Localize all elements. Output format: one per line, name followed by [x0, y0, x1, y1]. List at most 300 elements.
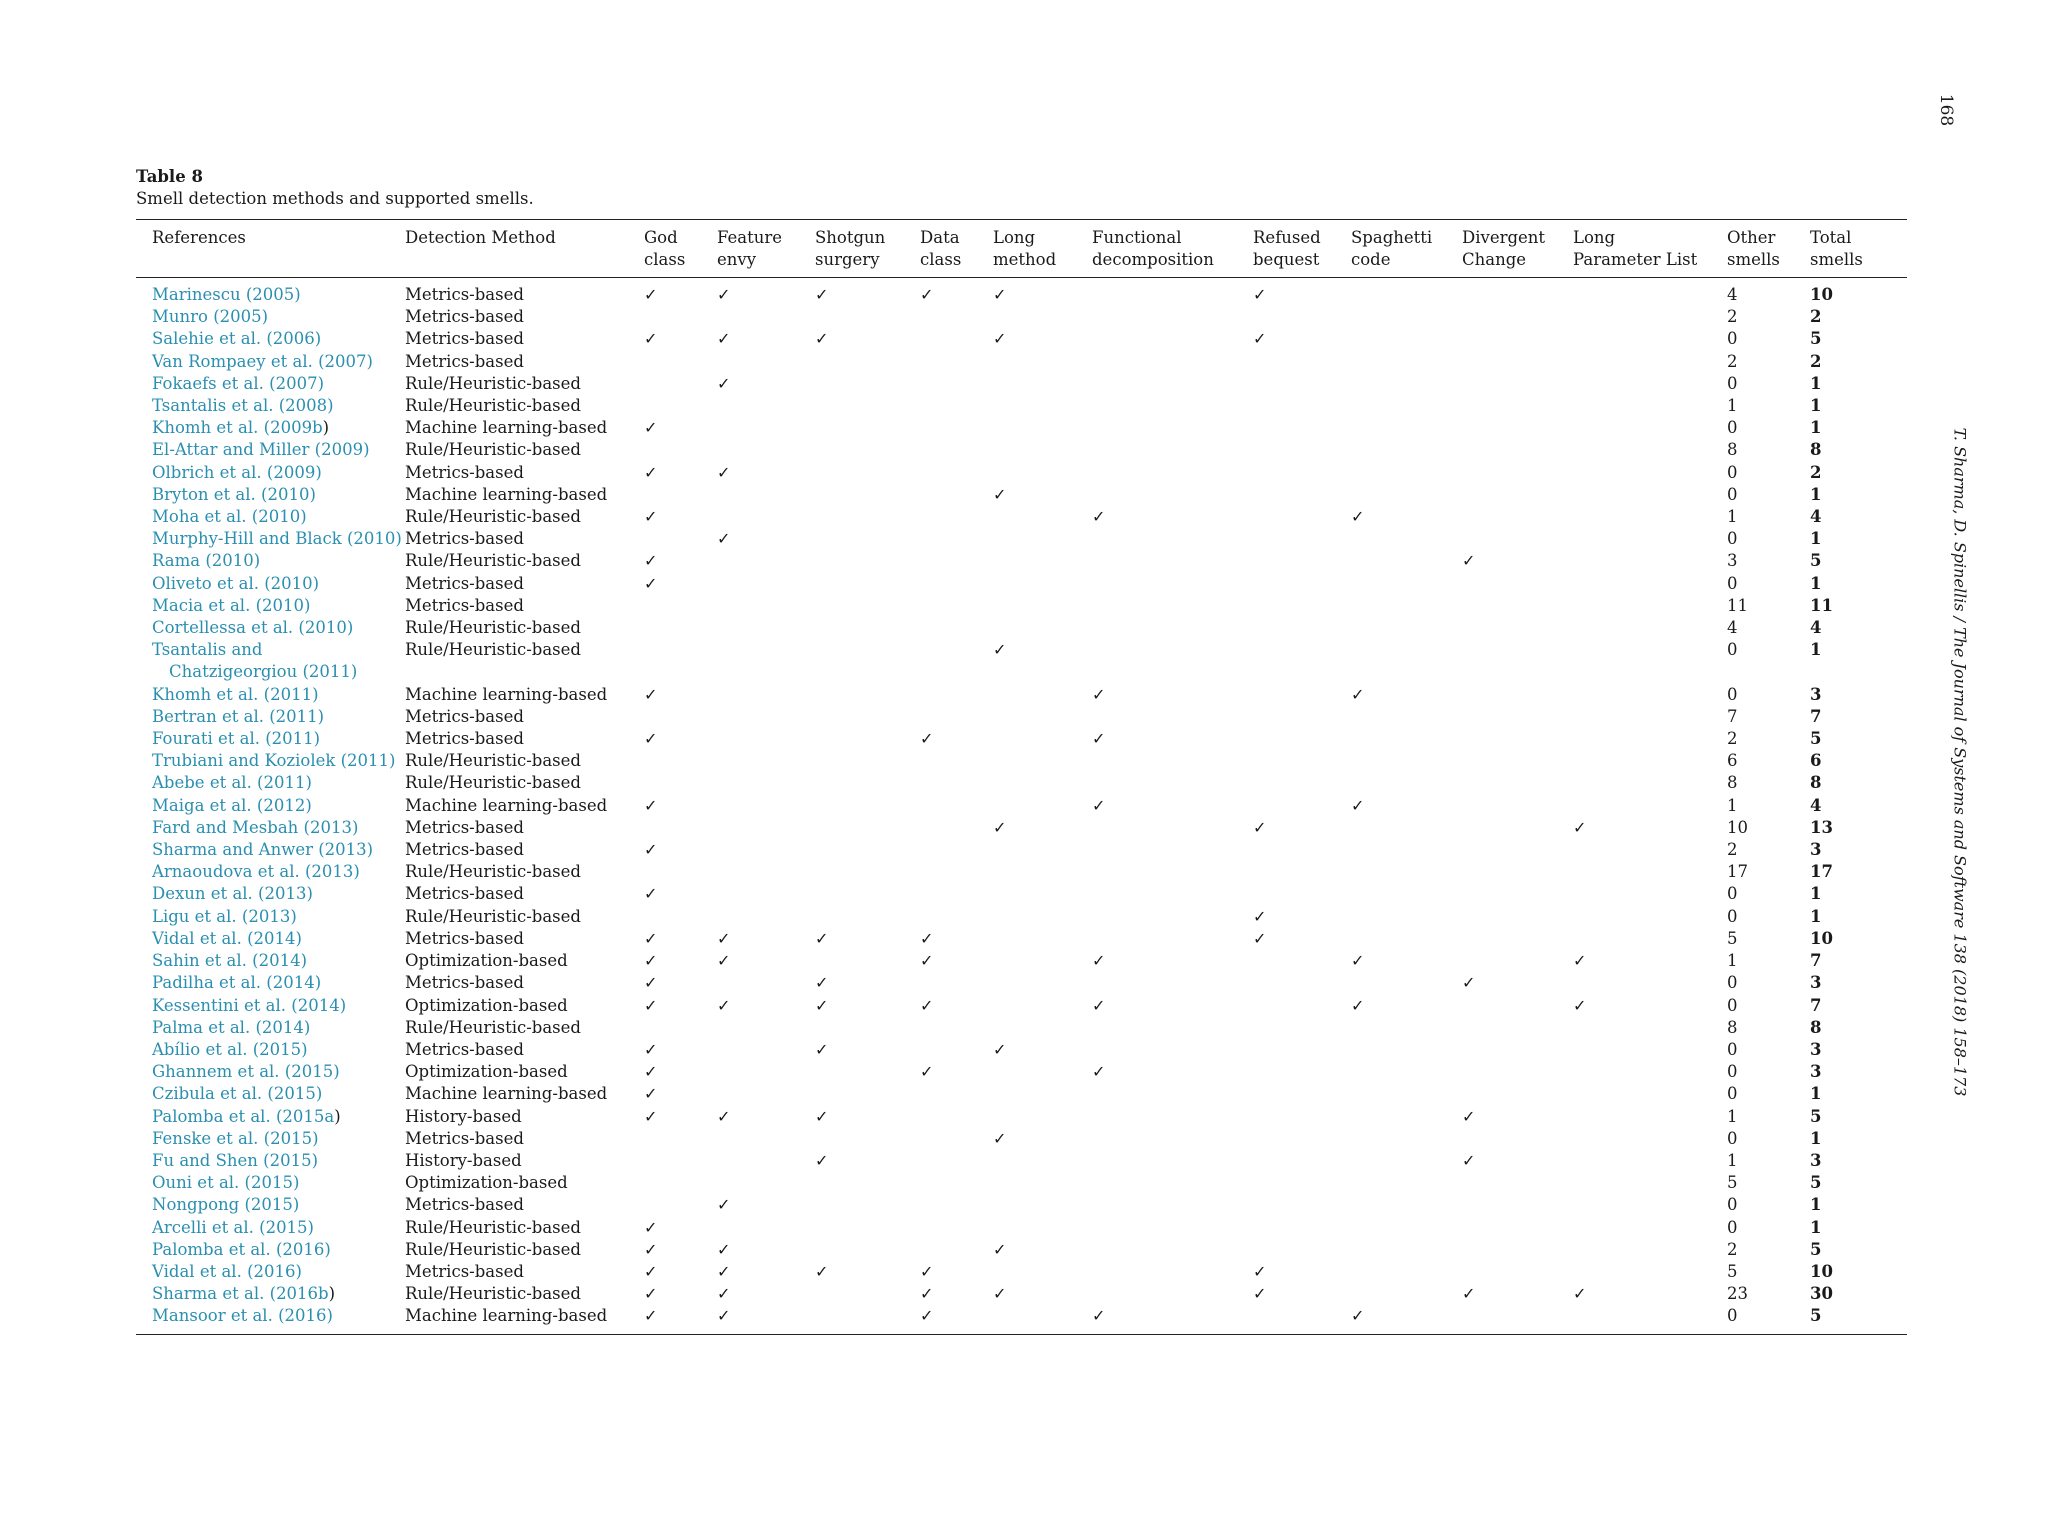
other-smells-cell: 3 [1727, 551, 1738, 571]
reference-cell [136, 1305, 405, 1334]
smell-check-cell [717, 795, 815, 817]
reference-cell [136, 839, 405, 861]
smell-check-cell [1351, 1083, 1462, 1105]
smell-check-cell: ✓ [815, 928, 829, 948]
smell-check-cell [815, 506, 920, 528]
smell-check-cell: ✓ [993, 640, 1007, 660]
smell-check-cell: ✓ [717, 1284, 731, 1304]
detection-method-cell: Machine learning-based [405, 418, 608, 438]
table-row [136, 373, 1907, 395]
smell-check-cell [1573, 617, 1727, 639]
reference-link[interactable]: Khomh et al. (2009b) [152, 418, 330, 438]
smell-check-cell: ✓ [1573, 817, 1587, 837]
other-smells-cell: 2 [1727, 351, 1738, 371]
smell-check-cell: ✓ [644, 1062, 658, 1082]
detection-method-cell: Metrics-based [405, 329, 524, 349]
smell-check-cell [993, 883, 1092, 905]
smell-check-cell [920, 550, 993, 572]
smell-detection-table-container [136, 219, 1907, 1335]
total-smells-cell: 13 [1810, 817, 1833, 837]
smell-check-cell [1573, 1194, 1727, 1216]
smell-check-cell [717, 706, 815, 728]
smell-check-cell [993, 684, 1092, 706]
reference-link[interactable]: Dexun et al. (2013) [152, 884, 313, 904]
reference-cell [136, 1194, 405, 1216]
smell-check-cell [1462, 1217, 1573, 1239]
smell-check-cell [644, 617, 717, 639]
smell-check-cell: ✓ [815, 285, 829, 304]
running-head-text: T. Sharma, D. Spinellis / The Journal of Systems and Software 138 (2018) 158–173 [1950, 427, 1970, 1097]
table-header-row [136, 220, 1907, 278]
smell-check-cell [1351, 573, 1462, 595]
other-smells-cell: 1 [1727, 396, 1738, 416]
reference-link[interactable]: Macia et al. (2010) [152, 595, 311, 615]
smell-check-cell [815, 750, 920, 772]
smell-check-cell [717, 972, 815, 994]
reference-link[interactable]: Marinescu (2005) [152, 285, 301, 304]
smell-check-cell: ✓ [644, 418, 658, 438]
reference-link[interactable]: Nongpong (2015) [152, 1195, 300, 1215]
smell-check-cell [1351, 1128, 1462, 1150]
other-smells-cell: 2 [1727, 1239, 1738, 1259]
reference-link[interactable]: Ghannem et al. (2015) [152, 1062, 340, 1082]
total-smells-cell: 5 [1810, 1173, 1822, 1193]
reference-link[interactable]: Ouni et al. (2015) [152, 1173, 300, 1193]
reference-link[interactable]: Fard and Mesbah (2013) [152, 817, 359, 837]
smell-check-cell [1253, 950, 1351, 972]
detection-method-cell: Rule/Heuristic-based [405, 507, 581, 527]
other-smells-cell: 8 [1727, 1017, 1738, 1037]
smell-check-cell [1462, 906, 1573, 928]
table-row [136, 772, 1907, 794]
table-row [136, 639, 1907, 683]
smell-check-cell [1351, 750, 1462, 772]
other-smells-cell: 11 [1727, 595, 1748, 615]
smell-check-cell [1462, 883, 1573, 905]
smell-check-cell: ✓ [1253, 817, 1267, 837]
reference-cell [136, 1261, 405, 1283]
reference-link[interactable]: Ligu et al. (2013) [152, 906, 297, 926]
smell-check-cell [1092, 861, 1253, 883]
smell-check-cell [1351, 1150, 1462, 1172]
smell-check-cell [993, 351, 1092, 373]
smell-check-cell [920, 1194, 993, 1216]
reference-link[interactable]: Olbrich et al. (2009) [152, 462, 322, 482]
smell-check-cell: ✓ [920, 1062, 934, 1082]
smell-check-cell [1462, 439, 1573, 461]
smell-check-cell [920, 395, 993, 417]
smell-check-cell [1351, 528, 1462, 550]
smell-check-cell [644, 706, 717, 728]
table-row [136, 706, 1907, 728]
smell-check-cell: ✓ [644, 995, 658, 1015]
total-smells-cell: 8 [1810, 440, 1822, 460]
smell-check-cell [1253, 1017, 1351, 1039]
smell-check-cell [1092, 772, 1253, 794]
smell-check-cell [993, 950, 1092, 972]
reference-link[interactable]: Tsantalis et al. (2008) [152, 396, 334, 416]
reference-cell [136, 1283, 405, 1305]
table-row [136, 928, 1907, 950]
smell-check-cell [993, 550, 1092, 572]
smell-check-cell: ✓ [644, 884, 658, 904]
reference-link[interactable]: Salehie et al. (2006) [152, 329, 322, 349]
smell-check-cell [920, 772, 993, 794]
smell-check-cell [1253, 617, 1351, 639]
table-caption-text: Smell detection methods and supported smells. [136, 189, 534, 208]
detection-method-cell: Metrics-based [405, 529, 524, 549]
smell-check-cell: ✓ [993, 817, 1007, 837]
smell-check-cell [1462, 573, 1573, 595]
smell-check-cell [1253, 1217, 1351, 1239]
other-smells-cell: 5 [1727, 1173, 1738, 1193]
total-smells-cell: 4 [1810, 795, 1822, 815]
smell-check-cell [815, 861, 920, 883]
reference-cell [136, 306, 405, 328]
smell-check-cell [1573, 278, 1727, 307]
smell-check-cell [993, 728, 1092, 750]
other-smells-cell: 0 [1727, 684, 1738, 704]
smell-check-cell [1092, 1239, 1253, 1261]
reference-tail: ) [322, 418, 330, 438]
table-row [136, 1217, 1907, 1239]
total-smells-cell: 1 [1810, 1217, 1822, 1237]
smell-check-cell [1351, 861, 1462, 883]
reference-link[interactable]: El-Attar and Miller (2009) [152, 440, 370, 460]
reference-link[interactable]: Cortellessa et al. (2010) [152, 618, 354, 638]
smell-check-cell [1462, 995, 1573, 1017]
smell-check-cell [717, 1017, 815, 1039]
table-row [136, 278, 1907, 307]
smell-check-cell [644, 373, 717, 395]
smell-check-cell: ✓ [644, 795, 658, 815]
smell-check-cell [644, 1194, 717, 1216]
total-smells-cell: 7 [1810, 995, 1822, 1015]
other-smells-cell: 0 [1727, 329, 1738, 349]
smell-check-cell [1462, 1039, 1573, 1061]
smell-check-cell [1573, 1217, 1727, 1239]
reference-link[interactable]: Arnaoudova et al. (2013) [152, 862, 360, 882]
smell-check-cell [993, 1261, 1092, 1283]
detection-method-cell: Rule/Heuristic-based [405, 1284, 581, 1304]
reference-link[interactable]: Oliveto et al. (2010) [152, 573, 320, 593]
detection-method-cell: Metrics-based [405, 462, 524, 482]
total-smells-cell: 7 [1810, 706, 1822, 726]
reference-link[interactable]: Vidal et al. (2016) [152, 1261, 302, 1281]
smell-check-cell [1462, 1305, 1573, 1334]
smell-check-cell: ✓ [920, 1261, 934, 1281]
smell-check-cell [815, 617, 920, 639]
detection-method-cell: Rule/Heuristic-based [405, 373, 581, 393]
smell-check-cell [717, 839, 815, 861]
smell-check-cell [1351, 1061, 1462, 1083]
smell-check-cell [717, 684, 815, 706]
smell-check-cell: ✓ [1462, 973, 1476, 993]
smell-check-cell: ✓ [717, 462, 731, 482]
smell-check-cell [920, 462, 993, 484]
reference-link[interactable]: Kessentini et al. (2014) [152, 995, 347, 1015]
smell-check-cell [1092, 1172, 1253, 1194]
total-smells-cell: 8 [1810, 1017, 1822, 1037]
reference-link[interactable]: Van Rompaey et al. (2007) [152, 351, 373, 371]
reference-cell [136, 1239, 405, 1261]
smell-check-cell [920, 639, 993, 683]
smell-check-cell [1351, 373, 1462, 395]
smell-check-cell [815, 1283, 920, 1305]
smell-check-cell [1462, 1261, 1573, 1283]
reference-link[interactable]: Moha et al. (2010) [152, 507, 307, 527]
smell-check-cell [993, 573, 1092, 595]
reference-link[interactable]: Fenske et al. (2015) [152, 1128, 319, 1148]
smell-check-cell: ✓ [717, 373, 731, 393]
smell-check-cell [815, 373, 920, 395]
total-smells-cell: 1 [1810, 1195, 1822, 1215]
reference-cell [136, 351, 405, 373]
smell-check-cell [1253, 728, 1351, 750]
column-header: God class [644, 220, 717, 278]
table-row [136, 906, 1907, 928]
smell-check-cell [993, 1017, 1092, 1039]
smell-check-cell [644, 772, 717, 794]
smell-check-cell [1573, 883, 1727, 905]
smell-check-cell [1351, 595, 1462, 617]
table-row [136, 1150, 1907, 1172]
table-row [136, 1017, 1907, 1039]
smell-check-cell: ✓ [717, 285, 731, 304]
total-smells-cell: 1 [1810, 396, 1822, 416]
smell-check-cell [717, 906, 815, 928]
smell-check-cell [920, 439, 993, 461]
other-smells-cell: 0 [1727, 1062, 1738, 1082]
smell-check-cell [1092, 595, 1253, 617]
smell-check-cell: ✓ [644, 973, 658, 993]
reference-link[interactable]: Padilha et al. (2014) [152, 973, 322, 993]
smell-check-cell: ✓ [815, 973, 829, 993]
smell-check-cell [1253, 883, 1351, 905]
table-row [136, 506, 1907, 528]
detection-method-cell: Metrics-based [405, 307, 524, 327]
smell-check-cell [717, 750, 815, 772]
smell-check-cell: ✓ [993, 484, 1007, 504]
reference-link[interactable]: Palma et al. (2014) [152, 1017, 311, 1037]
smell-check-cell [1253, 395, 1351, 417]
smell-check-cell [920, 1150, 993, 1172]
smell-check-cell [717, 1061, 815, 1083]
total-smells-cell: 3 [1810, 1039, 1822, 1059]
smell-check-cell [1573, 1061, 1727, 1083]
smell-check-cell [717, 595, 815, 617]
smell-check-cell: ✓ [1253, 329, 1267, 349]
smell-check-cell [644, 439, 717, 461]
smell-check-cell: ✓ [1573, 951, 1587, 971]
smell-check-cell [1573, 528, 1727, 550]
table-row [136, 950, 1907, 972]
smell-check-cell [1573, 706, 1727, 728]
smell-check-cell [815, 417, 920, 439]
other-smells-cell: 0 [1727, 462, 1738, 482]
smell-check-cell [1573, 351, 1727, 373]
smell-check-cell [644, 1150, 717, 1172]
reference-cell [136, 684, 405, 706]
total-smells-cell: 2 [1810, 462, 1822, 482]
reference-tail: ) [334, 1106, 341, 1126]
smell-check-cell: ✓ [644, 1039, 658, 1059]
smell-check-cell [1573, 861, 1727, 883]
smell-check-cell: ✓ [717, 529, 731, 549]
smell-check-cell [1092, 573, 1253, 595]
reference-cell [136, 1150, 405, 1172]
smell-check-cell [1573, 928, 1727, 950]
detection-method-cell: Metrics-based [405, 817, 524, 837]
total-smells-cell: 30 [1810, 1284, 1833, 1304]
smell-check-cell [1351, 550, 1462, 572]
smell-check-cell [644, 906, 717, 928]
reference-link[interactable]: Tsantalis and Chatzigeorgiou (2011) [152, 640, 358, 682]
smell-check-cell [1573, 306, 1727, 328]
smell-check-cell [644, 750, 717, 772]
reference-link[interactable]: Rama (2010) [152, 551, 261, 571]
smell-check-cell: ✓ [644, 573, 658, 593]
other-smells-cell: 5 [1727, 1261, 1738, 1281]
reference-link[interactable]: Abebe et al. (2011) [152, 773, 312, 793]
smell-check-cell: ✓ [993, 329, 1007, 349]
smell-check-cell [920, 684, 993, 706]
smell-check-cell [1092, 817, 1253, 839]
reference-cell [136, 506, 405, 528]
smell-check-cell [993, 1083, 1092, 1105]
table-row [136, 550, 1907, 572]
reference-link[interactable]: Maiga et al. (2012) [152, 795, 312, 815]
smell-check-cell [815, 550, 920, 572]
table-row [136, 1083, 1907, 1105]
detection-method-cell: Metrics-based [405, 285, 524, 304]
smell-check-cell [1351, 351, 1462, 373]
reference-cell [136, 928, 405, 950]
smell-check-cell [920, 328, 993, 350]
reference-cell [136, 972, 405, 994]
column-header: Total smells [1810, 220, 1907, 278]
reference-link[interactable]: Mansoor et al. (2016) [152, 1306, 333, 1326]
reference-cell [136, 573, 405, 595]
reference-link[interactable]: Khomh et al. (2011) [152, 684, 319, 704]
table-row [136, 1106, 1907, 1128]
smell-check-cell [1573, 1172, 1727, 1194]
reference-link[interactable]: Fourati et al. (2011) [152, 729, 321, 749]
smell-check-cell [1351, 928, 1462, 950]
smell-check-cell [644, 639, 717, 683]
smell-check-cell: ✓ [644, 1106, 658, 1126]
smell-check-cell: ✓ [1253, 906, 1267, 926]
smell-check-cell [815, 1217, 920, 1239]
smell-check-cell: ✓ [644, 1284, 658, 1304]
other-smells-cell: 8 [1727, 440, 1738, 460]
other-smells-cell: 0 [1727, 373, 1738, 393]
smell-check-cell [920, 351, 993, 373]
reference-link[interactable]: Bertran et al. (2011) [152, 706, 325, 726]
smell-check-cell [1462, 484, 1573, 506]
other-smells-cell: 2 [1727, 307, 1738, 327]
smell-check-cell [1351, 1261, 1462, 1283]
smell-check-cell [993, 772, 1092, 794]
reference-link[interactable]: Bryton et al. (2010) [152, 484, 316, 504]
smell-check-cell [1462, 506, 1573, 528]
smell-check-cell: ✓ [1462, 1284, 1476, 1304]
smell-check-cell [1092, 306, 1253, 328]
reference-link[interactable]: Arcelli et al. (2015) [152, 1217, 314, 1237]
smell-check-cell: ✓ [644, 729, 658, 749]
reference-link[interactable]: Sahin et al. (2014) [152, 951, 308, 971]
smell-check-cell [1351, 972, 1462, 994]
smell-check-cell [1351, 1217, 1462, 1239]
smell-check-cell [1253, 1150, 1351, 1172]
smell-check-cell: ✓ [1351, 507, 1365, 527]
total-smells-cell: 4 [1810, 507, 1822, 527]
smell-check-cell [1092, 373, 1253, 395]
reference-link[interactable]: Trubiani and Koziolek (2011) [152, 751, 396, 771]
reference-link[interactable]: Sharma and Anwer (2013) [152, 840, 374, 860]
smell-check-cell [920, 1239, 993, 1261]
column-header: Spaghetti code [1351, 220, 1462, 278]
smell-check-cell [1253, 750, 1351, 772]
smell-check-cell [815, 528, 920, 550]
smell-check-cell [920, 1039, 993, 1061]
smell-check-cell [1253, 595, 1351, 617]
smell-check-cell: ✓ [993, 1128, 1007, 1148]
reference-link[interactable]: Palomba et al. (2016) [152, 1239, 331, 1259]
other-smells-cell: 0 [1727, 906, 1738, 926]
total-smells-cell: 17 [1810, 862, 1833, 882]
smell-check-cell [644, 306, 717, 328]
smell-check-cell: ✓ [644, 951, 658, 971]
detection-method-cell: Machine learning-based [405, 1305, 644, 1334]
reference-link[interactable]: Fu and Shen (2015) [152, 1150, 319, 1170]
detection-method-cell: Machine learning-based [405, 795, 608, 815]
reference-link[interactable]: Abílio et al. (2015) [152, 1039, 308, 1059]
reference-cell [136, 1017, 405, 1039]
reference-cell [136, 1172, 405, 1194]
smell-check-cell [993, 1217, 1092, 1239]
detection-method-cell: Metrics-based [405, 1128, 524, 1148]
reference-link[interactable]: Sharma et al. (2016b) [152, 1284, 336, 1304]
smell-check-cell [993, 706, 1092, 728]
table-row [136, 883, 1907, 905]
smell-check-cell: ✓ [993, 285, 1007, 304]
reference-link[interactable]: Vidal et al. (2014) [152, 928, 302, 948]
reference-link[interactable]: Fokaefs et al. (2007) [152, 373, 325, 393]
reference-cell [136, 1217, 405, 1239]
reference-link[interactable]: Murphy-Hill and Black (2010) [152, 529, 402, 549]
smell-check-cell: ✓ [815, 1106, 829, 1126]
reference-link[interactable]: Palomba et al. (2015a) [152, 1106, 341, 1126]
smell-check-cell [920, 528, 993, 550]
table-row [136, 1128, 1907, 1150]
smell-check-cell [1253, 839, 1351, 861]
reference-cell [136, 861, 405, 883]
smell-check-cell: ✓ [1462, 1150, 1476, 1170]
smell-check-cell [644, 861, 717, 883]
smell-check-cell: ✓ [1092, 1305, 1253, 1334]
reference-link[interactable]: Munro (2005) [152, 307, 269, 327]
total-smells-cell: 3 [1810, 684, 1822, 704]
detection-method-cell: Machine learning-based [405, 684, 608, 704]
table-row [136, 417, 1907, 439]
smell-check-cell [1092, 395, 1253, 417]
smell-check-cell [1092, 883, 1253, 905]
smell-check-cell [815, 883, 920, 905]
total-smells-cell: 1 [1810, 529, 1822, 549]
reference-link[interactable]: Czibula et al. (2015) [152, 1084, 323, 1104]
smell-check-cell [1351, 817, 1462, 839]
